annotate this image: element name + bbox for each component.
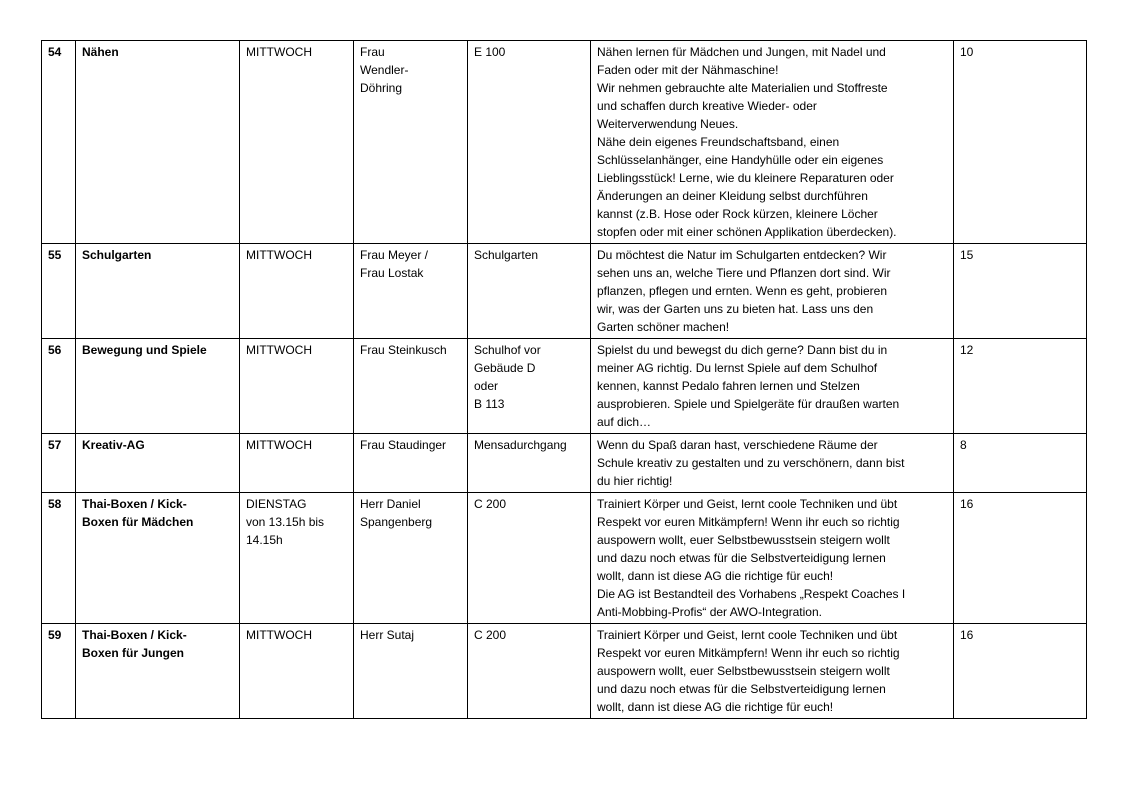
ag-description-line: ausprobieren. Spiele und Spielgeräte für draußen warten [597, 397, 900, 411]
ag-day [240, 41, 354, 244]
table-row [42, 41, 1087, 244]
ag-room-line: E 100 [474, 45, 506, 59]
ag-description [591, 339, 954, 434]
ag-description-line: Schule kreativ zu gestalten und zu verschönern, dann bist [597, 456, 905, 470]
ag-day [240, 624, 354, 719]
ag-description-line: Nähe dein eigenes Freundschaftsband, einen [597, 135, 840, 149]
ag-room-line: C 200 [474, 628, 507, 642]
ag-description-line: Weiterverwendung Neues. [597, 117, 739, 131]
ag-teacher [354, 624, 468, 719]
ag-number-text: 54 [48, 45, 62, 59]
ag-title [76, 624, 240, 719]
ag-teacher-line: Frau Staudinger [360, 438, 447, 452]
ag-number-text: 56 [48, 343, 62, 357]
ag-participants [954, 244, 1087, 339]
ag-participants [954, 493, 1087, 624]
table-row [42, 493, 1087, 624]
ag-title [76, 493, 240, 624]
ag-description-line: Wenn du Spaß daran hast, verschiedene Räume der [597, 438, 878, 452]
ag-title-line: Boxen für Mädchen [82, 515, 194, 529]
ag-description-line: und dazu noch etwas für die Selbstverteidigung lernen [597, 551, 886, 565]
ag-room [468, 244, 591, 339]
ag-description [591, 244, 954, 339]
ag-description-line: wollt, dann ist diese AG die richtige für euch! [597, 700, 834, 714]
ag-participants-text: 12 [960, 343, 974, 357]
ag-room-line: Schulhof vor [474, 343, 541, 357]
ag-participants-text: 16 [960, 628, 974, 642]
ag-number-text: 57 [48, 438, 62, 452]
ag-description-line: kennen, kannst Pedalo fahren lernen und Stelzen [597, 379, 860, 393]
ag-day-line: DIENSTAG [246, 497, 307, 511]
ag-title-line: Thai-Boxen / Kick- [82, 628, 187, 642]
ag-description [591, 624, 954, 719]
ag-room [468, 41, 591, 244]
ag-title [76, 244, 240, 339]
ag-day [240, 493, 354, 624]
ag-description-line: auf dich… [597, 415, 652, 429]
ag-description [591, 41, 954, 244]
ag-number [42, 624, 76, 719]
ag-day [240, 434, 354, 493]
ag-room [468, 339, 591, 434]
ag-description-line: sehen uns an, welche Tiere und Pflanzen dort sind. Wir [597, 266, 891, 280]
ag-description-line: Garten schöner machen! [597, 320, 730, 334]
ag-description [591, 493, 954, 624]
ag-title [76, 41, 240, 244]
table-row [42, 244, 1087, 339]
ag-description-line: Respekt vor euren Mitkämpfern! Wenn ihr euch so richtig [597, 515, 900, 529]
ag-description-line: Respekt vor euren Mitkämpfern! Wenn ihr euch so richtig [597, 646, 900, 660]
ag-number-text: 58 [48, 497, 62, 511]
ag-teacher [354, 339, 468, 434]
ag-description-line: Wir nehmen gebrauchte alte Materialien und Stoffreste [597, 81, 888, 95]
ag-participants-text: 16 [960, 497, 974, 511]
ag-teacher-line: Frau [360, 45, 385, 59]
ag-teacher [354, 493, 468, 624]
ag-day-line: MITTWOCH [246, 438, 312, 452]
ag-number [42, 434, 76, 493]
ag-description-line: auspowern wollt, euer Selbstbewusstsein steigern wollt [597, 664, 890, 678]
ag-description-line: Änderungen an deiner Kleidung selbst durchführen [597, 189, 868, 203]
ag-title-line: Nähen [82, 45, 119, 59]
ag-description-line: Die AG ist Bestandteil des Vorhabens „Respekt Coaches I [597, 587, 906, 601]
ag-description-line: wollt, dann ist diese AG die richtige für euch! [597, 569, 834, 583]
ag-room-line: Mensadurchgang [474, 438, 567, 452]
ag-participants [954, 434, 1087, 493]
ag-title-line: Thai-Boxen / Kick- [82, 497, 187, 511]
ag-title [76, 434, 240, 493]
ag-number [42, 493, 76, 624]
ag-day-line: MITTWOCH [246, 45, 312, 59]
ag-teacher-line: Herr Sutaj [360, 628, 415, 642]
ag-day-line: MITTWOCH [246, 343, 312, 357]
ag-number [42, 244, 76, 339]
ag-description-line: meiner AG richtig. Du lernst Spiele auf dem Schulhof [597, 361, 878, 375]
ag-room-line: Schulgarten [474, 248, 539, 262]
ag-day-line: MITTWOCH [246, 248, 312, 262]
ag-description-line: Lieblingsstück! Lerne, wie du kleinere Reparaturen oder [597, 171, 894, 185]
ag-number-text: 59 [48, 628, 62, 642]
ag-table-body [42, 41, 1087, 719]
ag-room [468, 624, 591, 719]
ag-number [42, 41, 76, 244]
ag-participants-text: 10 [960, 45, 974, 59]
ag-room-line: B 113 [474, 397, 505, 411]
ag-description-line: auspowern wollt, euer Selbstbewusstsein steigern wollt [597, 533, 890, 547]
ag-teacher-line: Döhring [360, 81, 403, 95]
ag-title-line: Schulgarten [82, 248, 152, 262]
ag-teacher-line: Wendler- [360, 63, 409, 77]
ag-description-line: und dazu noch etwas für die Selbstverteidigung lernen [597, 682, 886, 696]
ag-description [591, 434, 954, 493]
ag-number [42, 339, 76, 434]
ag-day [240, 339, 354, 434]
ag-participants [954, 624, 1087, 719]
ag-day-line: 14.15h [246, 533, 283, 547]
ag-room-line: oder [474, 379, 499, 393]
ag-number-text: 55 [48, 248, 62, 262]
ag-room-line: C 200 [474, 497, 507, 511]
ag-participants-text: 8 [960, 438, 967, 452]
ag-description-line: stopfen oder mit einer schönen Applikation überdecken). [597, 225, 897, 239]
ag-room [468, 434, 591, 493]
ag-description-line: wir, was der Garten uns zu bieten hat. Lass uns den [597, 302, 874, 316]
table-row [42, 339, 1087, 434]
ag-description-line: kannst (z.B. Hose oder Rock kürzen, kleinere Löcher [597, 207, 878, 221]
ag-description-line: Trainiert Körper und Geist, lernt coole Techniken und übt [597, 628, 898, 642]
ag-description-line: Anti-Mobbing-Profis“ der AWO-Integration. [597, 605, 822, 619]
ag-participants [954, 339, 1087, 434]
ag-description-line: und schaffen durch kreative Wieder- oder [597, 99, 817, 113]
ag-description-line: Spielst du und bewegst du dich gerne? Dann bist du in [597, 343, 888, 357]
ag-description-line: Schlüsselanhänger, eine Handyhülle oder ein eigenes [597, 153, 884, 167]
ag-participants-text: 15 [960, 248, 974, 262]
table-row [42, 624, 1087, 719]
ag-title-line: Kreativ-AG [82, 438, 145, 452]
ag-teacher-line: Frau Lostak [360, 266, 424, 280]
ag-description-line: Trainiert Körper und Geist, lernt coole Techniken und übt [597, 497, 898, 511]
ag-description-line: Du möchtest die Natur im Schulgarten entdecken? Wir [597, 248, 887, 262]
table-row [42, 434, 1087, 493]
ag-teacher [354, 434, 468, 493]
ag-day-line: von 13.15h bis [246, 515, 325, 529]
ag-teacher-line: Spangenberg [360, 515, 433, 529]
ag-description-line: Faden oder mit der Nähmaschine! [597, 63, 779, 77]
ag-table [41, 40, 1087, 719]
ag-teacher [354, 244, 468, 339]
ag-title-line: Bewegung und Spiele [82, 343, 207, 357]
ag-room [468, 493, 591, 624]
ag-description-line: Nähen lernen für Mädchen und Jungen, mit Nadel und [597, 45, 886, 59]
ag-teacher-line: Herr Daniel [360, 497, 421, 511]
ag-day-line: MITTWOCH [246, 628, 312, 642]
ag-teacher [354, 41, 468, 244]
ag-teacher-line: Frau Steinkusch [360, 343, 447, 357]
ag-teacher-line: Frau Meyer / [360, 248, 429, 262]
ag-participants [954, 41, 1087, 244]
ag-day [240, 244, 354, 339]
ag-title [76, 339, 240, 434]
ag-description-line: du hier richtig! [597, 474, 673, 488]
ag-title-line: Boxen für Jungen [82, 646, 185, 660]
ag-room-line: Gebäude D [474, 361, 536, 375]
ag-description-line: pflanzen, pflegen und ernten. Wenn es geht, probieren [597, 284, 887, 298]
